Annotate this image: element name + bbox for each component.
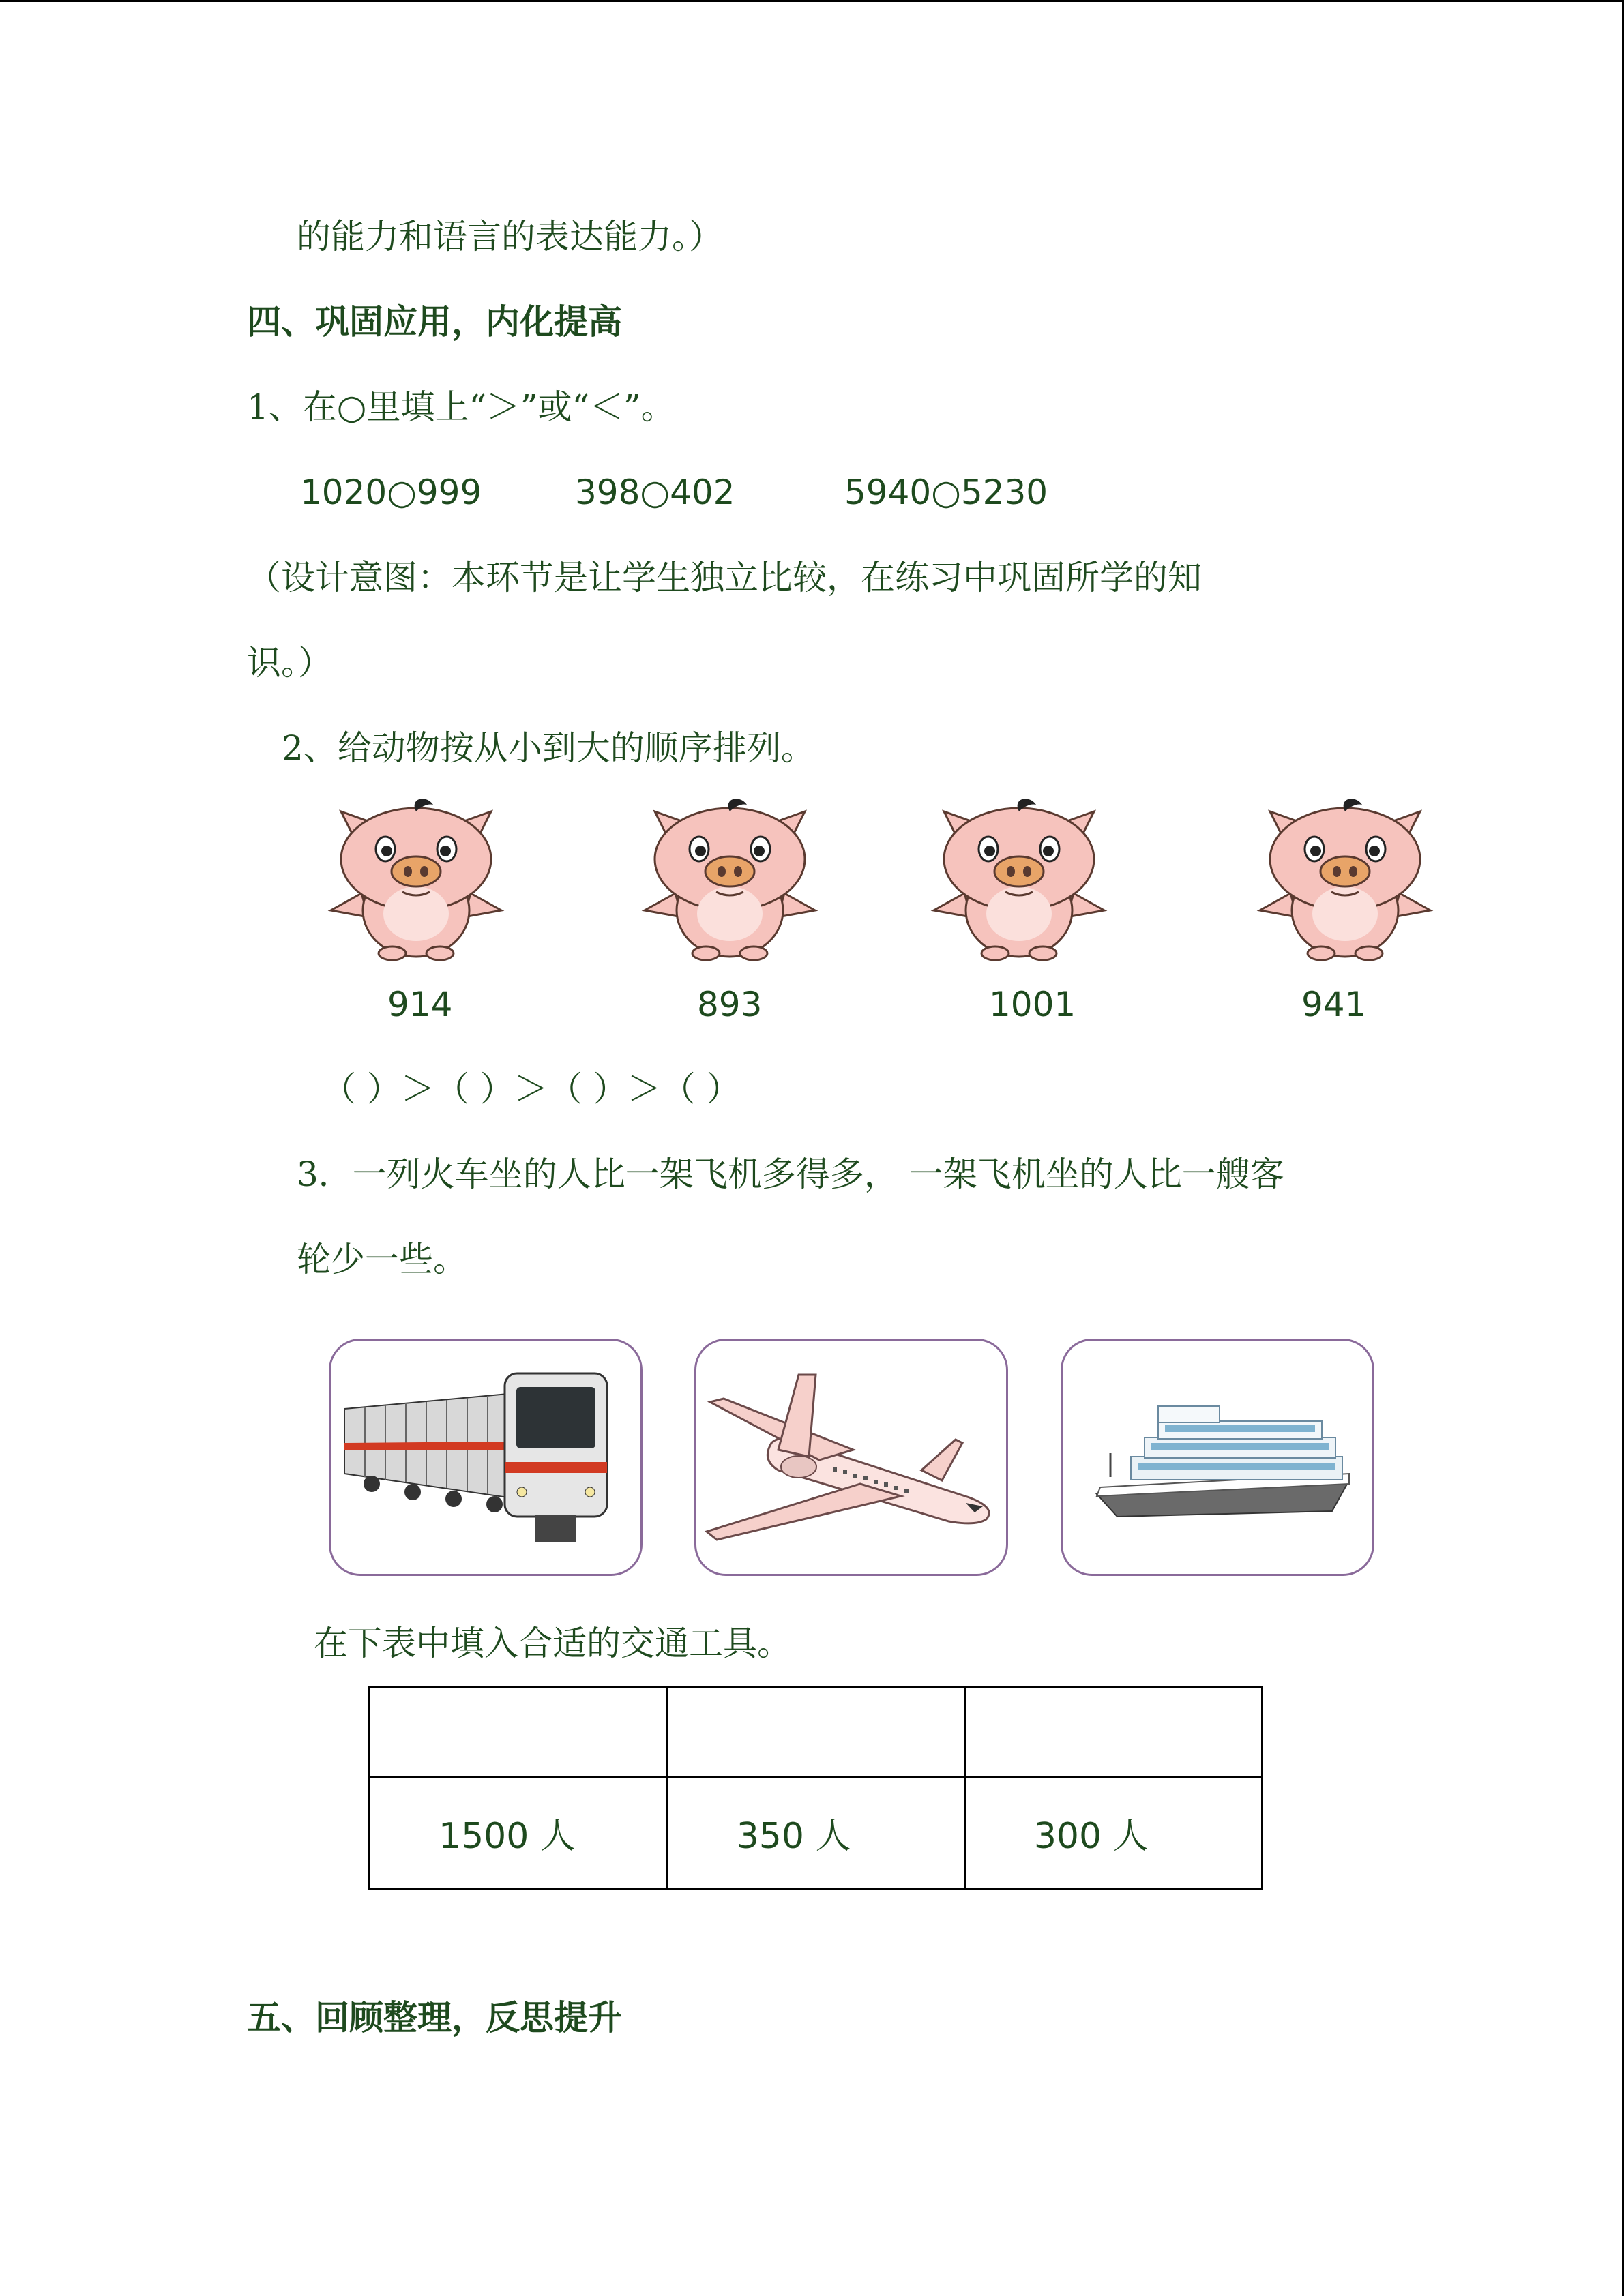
question-3-line-1: 3．一列火车坐的人比一架飞机多得多， 一架飞机坐的人比一艘客 xyxy=(297,1154,1284,1194)
answer-cell-3[interactable] xyxy=(964,1688,1262,1777)
design-intent-line-2: 识。） xyxy=(247,643,332,683)
value-cell: 1500 人 xyxy=(370,1777,668,1889)
vehicle-table xyxy=(368,1686,1263,1890)
comparison-1: 1020○999 xyxy=(300,473,482,512)
pig-number: 893 xyxy=(697,985,763,1024)
comparison-2: 398○402 xyxy=(575,473,735,512)
pig-number: 914 xyxy=(387,985,453,1024)
page-top-border xyxy=(0,0,1624,2)
value-cell: 350 人 xyxy=(667,1777,964,1889)
pig-number: 1001 xyxy=(989,985,1076,1024)
train-image xyxy=(331,1341,643,1576)
airplane-image xyxy=(696,1341,1008,1576)
section-heading-5: 五、回顾整理，反思提升 xyxy=(247,1997,622,2038)
answer-cell-1[interactable] xyxy=(370,1688,668,1777)
continued-text: 的能力和语言的表达能力。） xyxy=(297,217,723,256)
question-3-line-2: 轮少一些。 xyxy=(297,1240,467,1279)
table-instruction: 在下表中填入合适的交通工具。 xyxy=(314,1624,791,1663)
pig-number: 941 xyxy=(1301,985,1367,1024)
table-row xyxy=(370,1688,1263,1777)
design-intent-line-1: （设计意图：本环节是让学生独立比较，在练习中巩固所学的知 xyxy=(247,558,1202,597)
cruise-ship-card xyxy=(1061,1339,1374,1576)
train-card xyxy=(329,1339,643,1576)
comparison-3: 5940○5230 xyxy=(844,473,1048,512)
cruise-ship-image xyxy=(1063,1341,1374,1576)
ordering-blanks: （ ）＞（ ）＞（ ）＞（ ） xyxy=(322,1069,741,1109)
value-cell: 300 人 xyxy=(964,1777,1262,1889)
pig-image xyxy=(314,791,518,961)
question-1: 1、在○里填上“＞”或“＜”。 xyxy=(247,387,675,427)
section-heading-4: 四、巩固应用，内化提高 xyxy=(247,301,622,342)
answer-cell-2[interactable] xyxy=(667,1688,964,1777)
table-row xyxy=(370,1777,1263,1889)
pig-image xyxy=(917,791,1121,961)
question-2: 2、给动物按从小到大的顺序排列。 xyxy=(282,728,815,768)
pig-image xyxy=(628,791,832,961)
airplane-card xyxy=(694,1339,1008,1576)
pig-image xyxy=(1243,791,1447,961)
